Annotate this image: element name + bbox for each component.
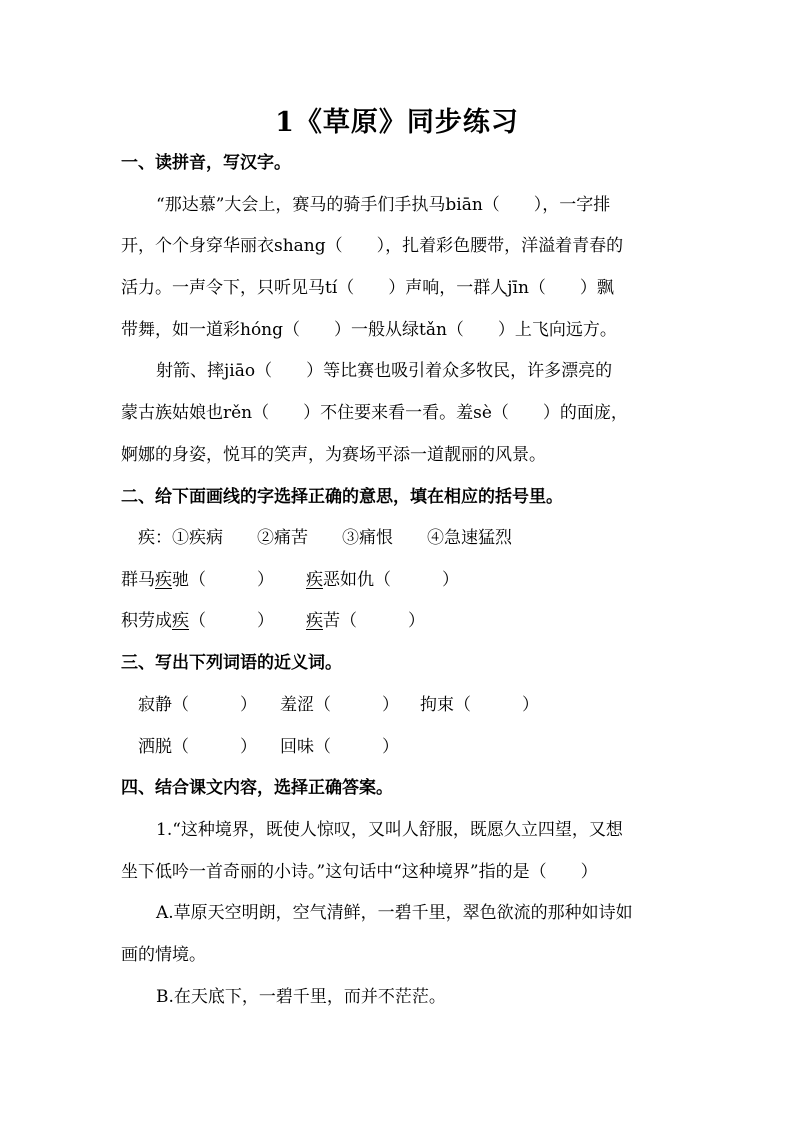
section1-line: 蒙古族姑娘也rěn（ ）不住要来看一看。羞sè（ ）的面庞， — [121, 403, 628, 423]
section2-heading: 二、给下面画线的字选择正确的意思，填在相应的括号里。 — [121, 487, 563, 507]
option-a[interactable]: A.草原天空明朗，空气清鲜，一碧千里，翠色欲流的那种如诗如 — [156, 903, 633, 923]
underlined-char: 疾 — [306, 570, 323, 590]
section1-line: 活力。一声令下，只听见马tí（ ）声响，一群人jīn（ ）飘 — [121, 278, 614, 298]
answer-blank[interactable]: （ ） — [340, 611, 425, 631]
synonym-item[interactable]: 羞涩（ ） — [280, 695, 399, 715]
section1-line: 婀娜的身姿，悦耳的笑声，为赛场平添一道靓丽的风景。 — [121, 445, 546, 465]
synonym-item[interactable]: 回味（ ） — [280, 737, 399, 757]
section4-heading: 四、结合课文内容，选择正确答案。 — [121, 778, 393, 798]
section1-line: “那达慕”大会上，赛马的骑手们手执马biān（ ），一字排 — [156, 195, 611, 215]
answer-blank[interactable]: （ ） — [374, 570, 459, 590]
section3-heading: 三、写出下列词语的近义词。 — [121, 653, 342, 673]
question-text: 1.“这种境界，既使人惊叹，又叫人舒服，既愿久立四望，又想 — [156, 820, 623, 840]
underlined-char: 疾 — [172, 611, 189, 631]
word-item — [306, 606, 425, 631]
section1-heading: 一、读拼音，写汉字。 — [121, 153, 291, 173]
word-item — [121, 606, 274, 631]
synonym-item[interactable]: 洒脱（ ） — [138, 737, 257, 757]
word-item — [306, 565, 459, 590]
word-suffix: 苦 — [323, 611, 340, 631]
section1-line: 开，个个身穿华丽衣shang（ ），扎着彩色腰带，洋溢着青春的 — [121, 236, 624, 256]
meaning-options: 疾：①疾病 ②痛苦 ③痛恨 ④急速猛烈 — [138, 528, 512, 548]
underlined-char: 疾 — [306, 611, 323, 631]
answer-blank[interactable]: （ ） — [189, 570, 274, 590]
word-suffix: 驰 — [172, 570, 189, 590]
underlined-char: 疾 — [155, 570, 172, 590]
word-prefix: 积劳成 — [121, 611, 172, 631]
option-a[interactable]: 画的情境。 — [121, 945, 206, 965]
synonym-item[interactable]: 拘束（ ） — [420, 695, 539, 715]
page-title: 1《草原》同步练习 — [275, 107, 519, 138]
section1-line: 带舞，如一道彩hóng（ ）一般从绿tǎn（ ）上飞向远方。 — [121, 320, 617, 340]
word-prefix: 群马 — [121, 570, 155, 590]
option-b[interactable]: B.在天底下，一碧千里，而并不茫茫。 — [156, 987, 446, 1007]
answer-blank[interactable]: （ ） — [189, 611, 274, 631]
word-item — [121, 565, 274, 590]
section1-line: 射箭、摔jiāo（ ）等比赛也吸引着众多牧民，许多漂亮的 — [156, 361, 613, 381]
synonym-item[interactable]: 寂静（ ） — [138, 695, 257, 715]
word-suffix: 恶如仇 — [323, 570, 374, 590]
question-text: 坐下低吟一首奇丽的小诗。”这句话中“这种境界”指的是（ ） — [121, 862, 598, 882]
